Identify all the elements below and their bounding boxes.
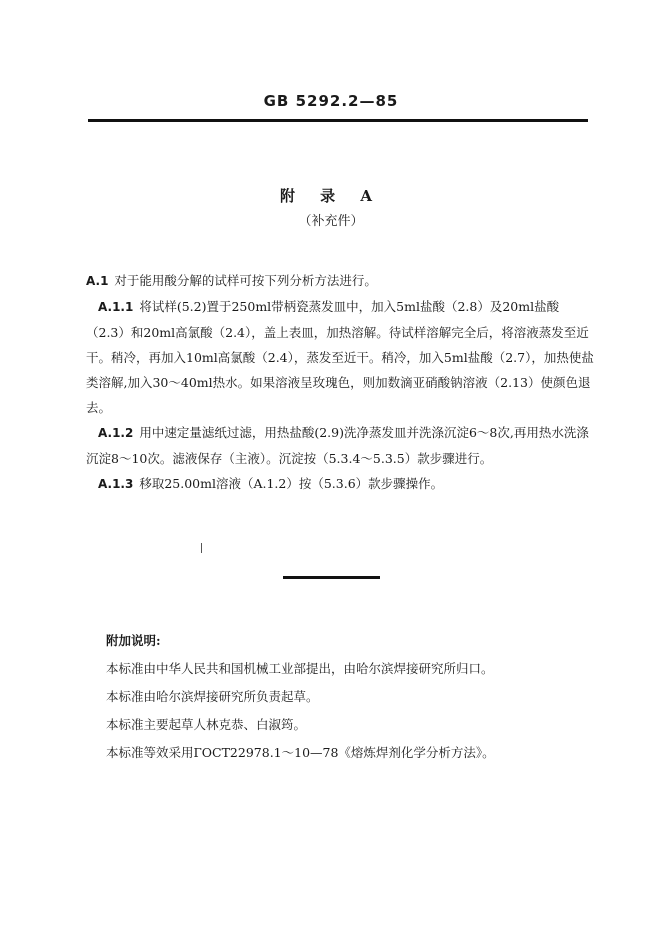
note-line: 本标准由哈尔滨焊接研究所负责起草。 (106, 689, 319, 704)
clause-paragraph (86, 471, 596, 497)
note-line: 本标准由中华人民共和国机械工业部提出，由哈尔滨焊接研究所归口。 (106, 661, 494, 676)
clause-paragraph (86, 420, 596, 471)
clause-number: A.1.1 (98, 300, 134, 314)
clause-number: A.1.3 (98, 477, 134, 491)
clause-number: A.1.2 (98, 426, 134, 440)
note-line: 本标准主要起草人林克恭、白淑筠。 (106, 717, 307, 732)
appendix-title: 附 录 A (279, 187, 383, 205)
appendix-body (86, 268, 596, 497)
clause-text: 将试样(5.2)置于250ml带柄瓷蒸发皿中，加入5ml盐酸（2.8）及20ml盐酸（2.3）和20ml高氯酸（2.4），盖上表皿，加热溶解。待试样溶解完全后，将溶液蒸发至近干。稍冷，再加入10ml高氯酸（2.4），蒸发至近干。稍冷，加入5ml盐酸（2.7），加热使盐类溶解,加入30～40ml热水。如果溶液呈玫瑰色，则加数滴亚硝酸钠溶液（2.13）使颜色退去。 (86, 299, 594, 415)
note-line: 本标准等效采用ГОСТ22978.1～10—78《熔炼焊剂化学分析方法》。 (106, 745, 495, 760)
additional-notes (106, 627, 576, 767)
standard-code: GB 5292.2—85 (263, 92, 399, 110)
appendix-subtitle: （补充件） (298, 214, 364, 229)
clause-text: 移取25.00ml溶液（A.1.2）按（5.3.6）款步骤操作。 (139, 476, 444, 491)
clause-text: 用中速定量滤纸过滤，用热盐酸(2.9)洗净蒸发皿并洗涤沉淀6～8次,再用热水洗涤沉淀8～10次。滤液保存（主液）。沉淀按（5.3.4～5.3.5）款步骤进行。 (86, 425, 589, 466)
clause-paragraph (86, 294, 596, 420)
clause-text: 对于能用酸分解的试样可按下列分析方法进行。 (114, 273, 377, 288)
clause-number: A.1 (86, 274, 109, 288)
end-rule (283, 576, 380, 579)
scan-mark (201, 543, 202, 553)
header-rule (88, 119, 588, 122)
clause-paragraph (86, 268, 596, 294)
notes-heading: 附加说明: (106, 633, 161, 648)
